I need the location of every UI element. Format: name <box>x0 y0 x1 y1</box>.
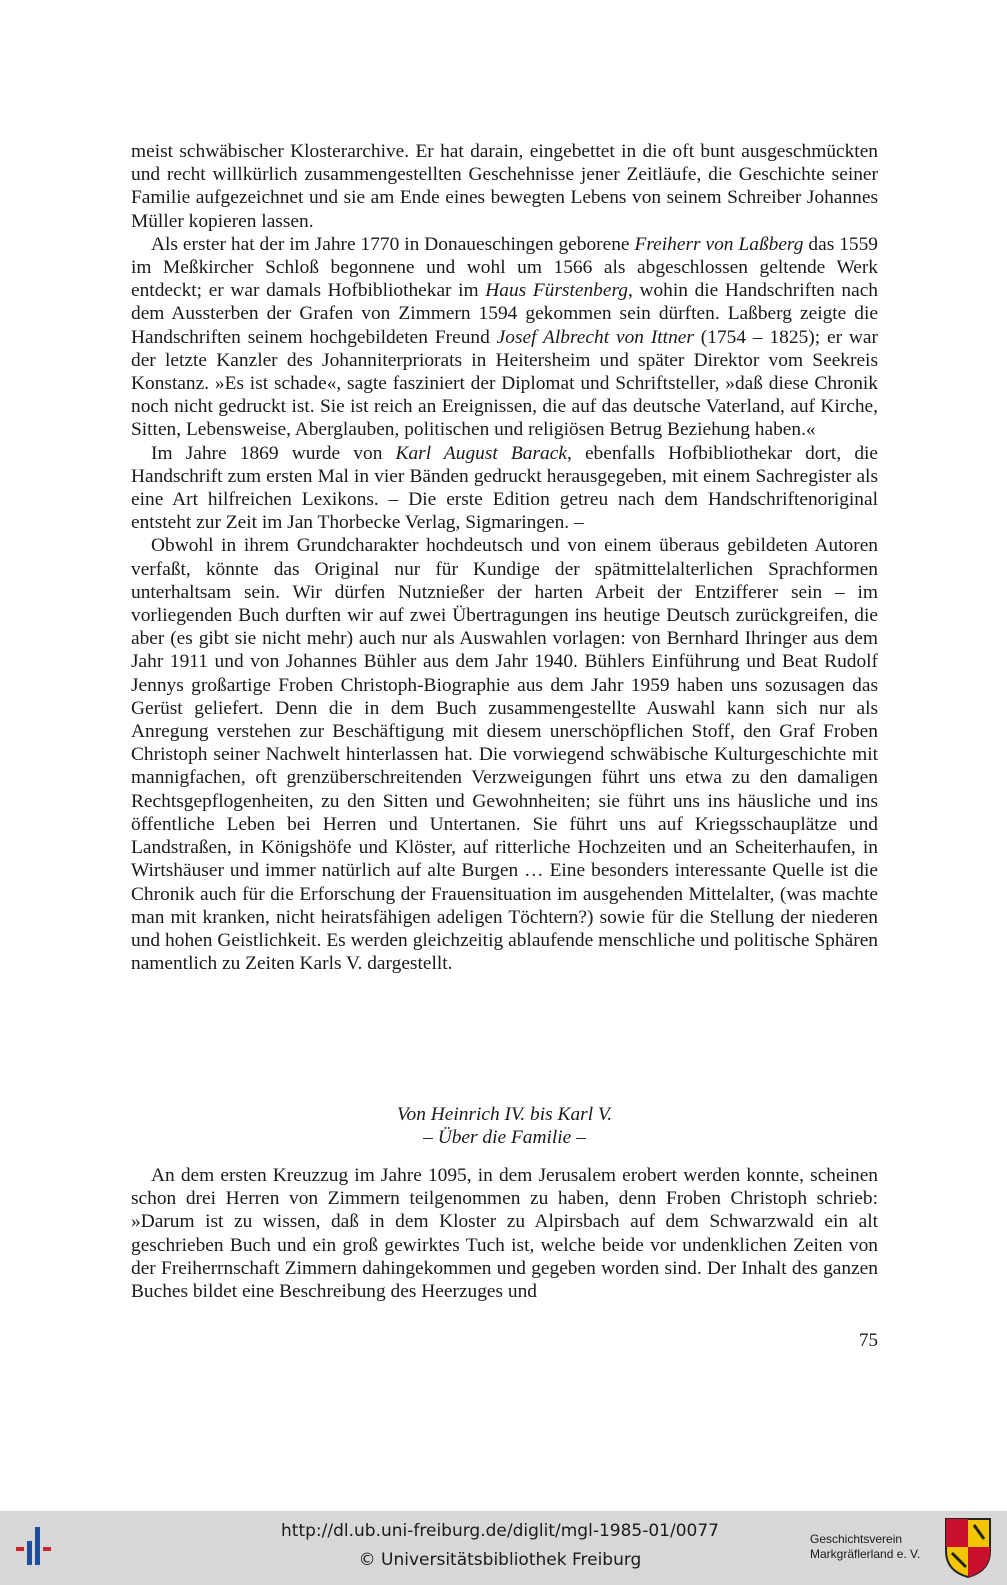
paragraph-4: Obwohl in ihrem Grundcharakter hochdeutsch und von einem überaus gebildeten Autoren verfaßt, könnte das Original nur für Kundige der spätmittelalterlichen Sprachformen unterhaltsam sein. Wir dürfen Nutznießer der harten Arbeit der Entzifferer sein – im vorliegenden Buch durften wir auf zwei Übertragungen ins heutige Deutsch zurückgreifen, die aber (es gibt sie nicht mehr) auch nur als Auswahlen vorlagen: von Bernhard Ihringer aus dem Jahr 1911 und von Johannes Bühler aus dem Jahr 1940. Bühlers Einführung und Beat Rudolf Jennys großartige Froben Christoph-Biographie aus dem Jahr 1959 haben uns sozusagen das Gerüst geliefert. Denn die in dem Buch zusammengestellte Auswahl kann sich nur als Anregung verstehen zur Beschäftigung mit diesem unerschöpflichen Stoff, den Graf Froben Christoph seiner Nachwelt hinterlassen hat. Die vorwiegend schwäbische Kulturgeschichte mit mannigfachen, oft grenzüberschreitenden Verzweigungen führt uns etwa zu den damaligen Rechtsgepflogenheiten, zu den Sitten und Gewohnheiten; sie führt uns ins häusliche und ins öffentliche Leben bei Herren und Untertanen. Sie führt uns auf Kriegsschauplätze und Landstraßen, in Königshöfe und Klöster, auf ritterliche Hochzeiten und an Scheiterhaufen, in Wirtshäuser und immer natürlich auf alte Burgen … Eine besonders interessante Quelle ist die Chronik auch für die Erforschung der Frauensituation im ausgehenden Mittelalter, (was machte man mit kranken, nicht heiratsfähigen adeligen Töchtern?) sowie für die Stellung der niederen und hohen Geistlichkeit. Es werden gleichzeitig ablaufende menschliche und politische Sphären namentlich zu Zeiten Karls V. dargestellt. <box>131 535 878 975</box>
footer-bar <box>0 1511 1007 1585</box>
paragraph-1: meist schwäbischer Klosterarchive. Er hat darain, eingebettet in die oft bunt ausgeschmückten und recht willkürlich zusammengestellten Geschehnisse jener Zeitläufe, die Geschichte seiner Familie aufgezeichnet und sie am Ende eines bewegten Lebens von seinem Schreiber Johannes Müller kopieren lassen. <box>131 141 878 232</box>
coat-of-arms-icon <box>944 1517 992 1579</box>
name-ittner: Josef Albrecht von Ittner <box>496 326 694 348</box>
ub-freiburg-logo-icon[interactable] <box>16 1525 66 1573</box>
section-text <box>131 1164 878 1303</box>
paragraph-2: Als erster hat der im Jahre 1770 in Donaueschingen geborene Freiherr von Laßberg das 1559 im Meßkircher Schloß begonnene und wohl um 1566 als abgeschlossen geltende Werk entdeckt; er war damals Hofbibliothekar im Haus Fürstenberg, wohin die Handschriften nach dem Aussterben der Grafen von Zimmern 1594 gekommen sein dürften. Laßberg zeigte die Handschriften seinem hochgebildeten Freund Josef Albrecht von Ittner (1754 – 1825); er war der letzte Kanzler des Johanniterpriorats in Heitersheim und später Direktor vom Seekreis Konstanz. »Es ist schade«, sagte fasziniert der Diplomat und Schriftsteller, »daß diese Chronik noch nicht gedruckt ist. Sie ist reich an Ereignissen, die auf das deutsche Vaterland, auf Kirche, Sitten, Lebensweise, Aberglauben, politischen und religiösen Betrug Beziehung haben.« <box>131 233 879 441</box>
paragraph-3: Im Jahre 1869 wurde von Karl August Barack, ebenfalls Hofbibliothekar dort, die Handschrift zum ersten Mal in vier Bänden gedruckt herausgegeben, mit einem Sachregister als eine Art hilfreichen Lexikons. – Die erste Edition getreu nach dem Handschriftenoriginal entsteht zur Zeit im Jan Thorbecke Verlag, Sigmaringen. – <box>131 442 879 534</box>
section-paragraph-1: An dem ersten Kreuzzug im Jahre 1095, in dem Jerusalem erobert werden konnte, scheinen schon drei Herren von Zimmern teilgenommen zu haben, denn Froben Christoph schrieb: »Darum ist zu wissen, daß in dem Kloster zu Alpirsbach auf dem Schwarzwald ein alt geschrieben Buch und ein groß gewirktes Tuch ist, welche beide vor undenklichen Zeiten von der Freiherrnschaft Zimmern dahingekommen und gegeben worden sind. Der Inhalt des ganzen Buches bildet eine Beschreibung des Heerzuges und <box>131 1165 878 1303</box>
org-line-2: Markgräflerland e. V. <box>810 1547 921 1561</box>
footer-copyright: © Universitätsbibliothek Freiburg <box>358 1550 642 1570</box>
footer-organization <box>810 1532 938 1562</box>
section-heading <box>131 1103 878 1149</box>
org-line-1: Geschichtsverein <box>810 1532 903 1546</box>
section-title: Von Heinrich IV. bis Karl V. <box>396 1104 613 1125</box>
name-barack: Karl August Barack <box>395 442 567 464</box>
name-lassberg: Freiherr von Laßberg <box>634 233 804 255</box>
page-number: 75 <box>859 1330 878 1351</box>
main-text <box>131 140 878 975</box>
footer-url-link[interactable]: http://dl.ub.uni-freiburg.de/diglit/mgl-1985-01/0077 <box>281 1521 719 1541</box>
section-subtitle: – Über die Familie – <box>423 1127 586 1149</box>
name-haus-fuerstenberg: Haus Fürstenberg <box>485 280 628 302</box>
